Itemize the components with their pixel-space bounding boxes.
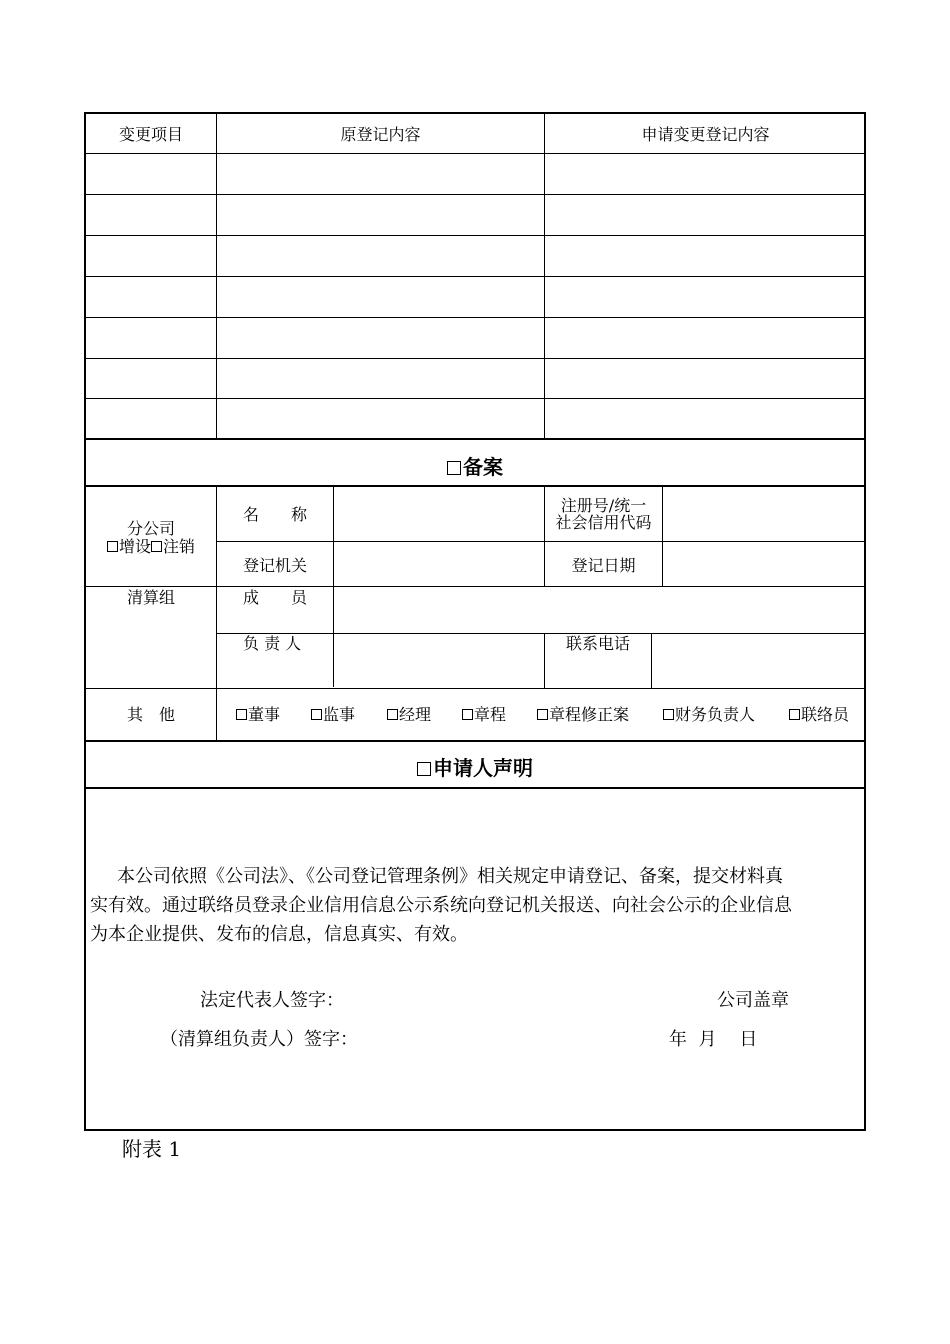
checkbox-icon xyxy=(789,709,800,720)
reg-no-label-line1: 注册号/统一 xyxy=(560,496,647,515)
declaration-checkbox[interactable] xyxy=(417,762,431,776)
other-option-supervisor[interactable]: 监事 xyxy=(311,706,355,724)
checkbox-icon xyxy=(537,709,548,720)
new-content-cell[interactable] xyxy=(545,154,865,194)
declaration-paragraph xyxy=(86,862,868,949)
checkbox-icon xyxy=(311,709,322,720)
change-registration-form xyxy=(84,112,866,1131)
branch-label: 分公司 xyxy=(126,519,175,538)
checkbox-icon xyxy=(462,709,473,720)
leader-label: 负 责 人 xyxy=(243,634,302,653)
other-option-manager[interactable]: 经理 xyxy=(387,706,431,724)
reg-date-input[interactable] xyxy=(663,542,865,586)
attachment-note: 附表 1 xyxy=(122,1137,182,1161)
declaration-line: 为本企业提供、发布的信息，信息真实、有效。 xyxy=(90,924,468,945)
branch-name-label: 名 称 xyxy=(243,505,308,524)
filing-section-title: 备案 xyxy=(86,451,864,480)
grid-line xyxy=(86,194,866,195)
reg-date-label: 登记日期 xyxy=(571,556,636,575)
other-option-liaison[interactable]: 联络员 xyxy=(789,706,849,724)
branch-add-checkbox[interactable] xyxy=(107,541,118,552)
grid-line xyxy=(86,787,866,789)
other-option-articles-amendment[interactable]: 章程修正案 xyxy=(537,706,629,724)
checkbox-icon xyxy=(663,709,674,720)
grid-line xyxy=(86,317,866,318)
other-option-director[interactable]: 董事 xyxy=(236,706,280,724)
other-option-articles[interactable]: 章程 xyxy=(462,706,506,724)
checkbox-icon xyxy=(387,709,398,720)
company-seal: 公司盖章 xyxy=(717,990,789,1011)
other-option-finance-officer[interactable]: 财务负责人 xyxy=(663,706,755,724)
liquidation-leader-signature: （清算组负责人）签字： xyxy=(160,1029,358,1050)
grid-line xyxy=(86,358,866,359)
authority-input[interactable] xyxy=(334,542,543,586)
other-label: 其 他 xyxy=(126,705,175,724)
reg-no-label-line2: 社会信用代码 xyxy=(555,513,652,532)
members-label: 成 员 xyxy=(243,588,308,607)
phone-label: 联系电话 xyxy=(566,634,631,653)
liquidation-label: 清算组 xyxy=(126,588,175,607)
legal-rep-signature: 法定代表人签字： xyxy=(200,990,344,1011)
branch-options: 增设 注销 xyxy=(86,538,216,556)
grid-line xyxy=(86,438,866,440)
filing-checkbox[interactable] xyxy=(447,461,461,475)
header-original-content: 原登记内容 xyxy=(340,125,421,144)
reg-no-input[interactable] xyxy=(663,487,865,541)
grid-line xyxy=(86,276,866,277)
grid-line xyxy=(216,486,217,741)
original-content-cell[interactable] xyxy=(217,154,543,194)
grid-line xyxy=(86,688,866,689)
header-new-content: 申请变更登记内容 xyxy=(641,125,770,144)
members-input[interactable] xyxy=(334,587,865,632)
declaration-line: 本公司依照《公司法》、《公司登记管理条例》相关规定申请登记、备案，提交材料真 xyxy=(117,866,783,887)
branch-name-input[interactable] xyxy=(334,487,543,541)
declaration-section-title: 申请人声明 xyxy=(86,752,864,781)
checkbox-icon xyxy=(236,709,247,720)
header-change-item: 变更项目 xyxy=(118,125,183,144)
grid-line xyxy=(86,740,866,742)
phone-input[interactable] xyxy=(652,634,865,688)
signature-date: 年 月 日 xyxy=(669,1029,758,1050)
grid-line xyxy=(544,634,545,688)
branch-cancel-checkbox[interactable] xyxy=(151,541,162,552)
declaration-line: 实有效。通过联络员登录企业信用信息公示系统向登记机关报送、向社会公示的企业信息 xyxy=(90,895,792,916)
grid-line xyxy=(86,398,866,399)
authority-label: 登记机关 xyxy=(243,556,308,575)
grid-line xyxy=(86,235,866,236)
leader-input[interactable] xyxy=(334,634,543,688)
